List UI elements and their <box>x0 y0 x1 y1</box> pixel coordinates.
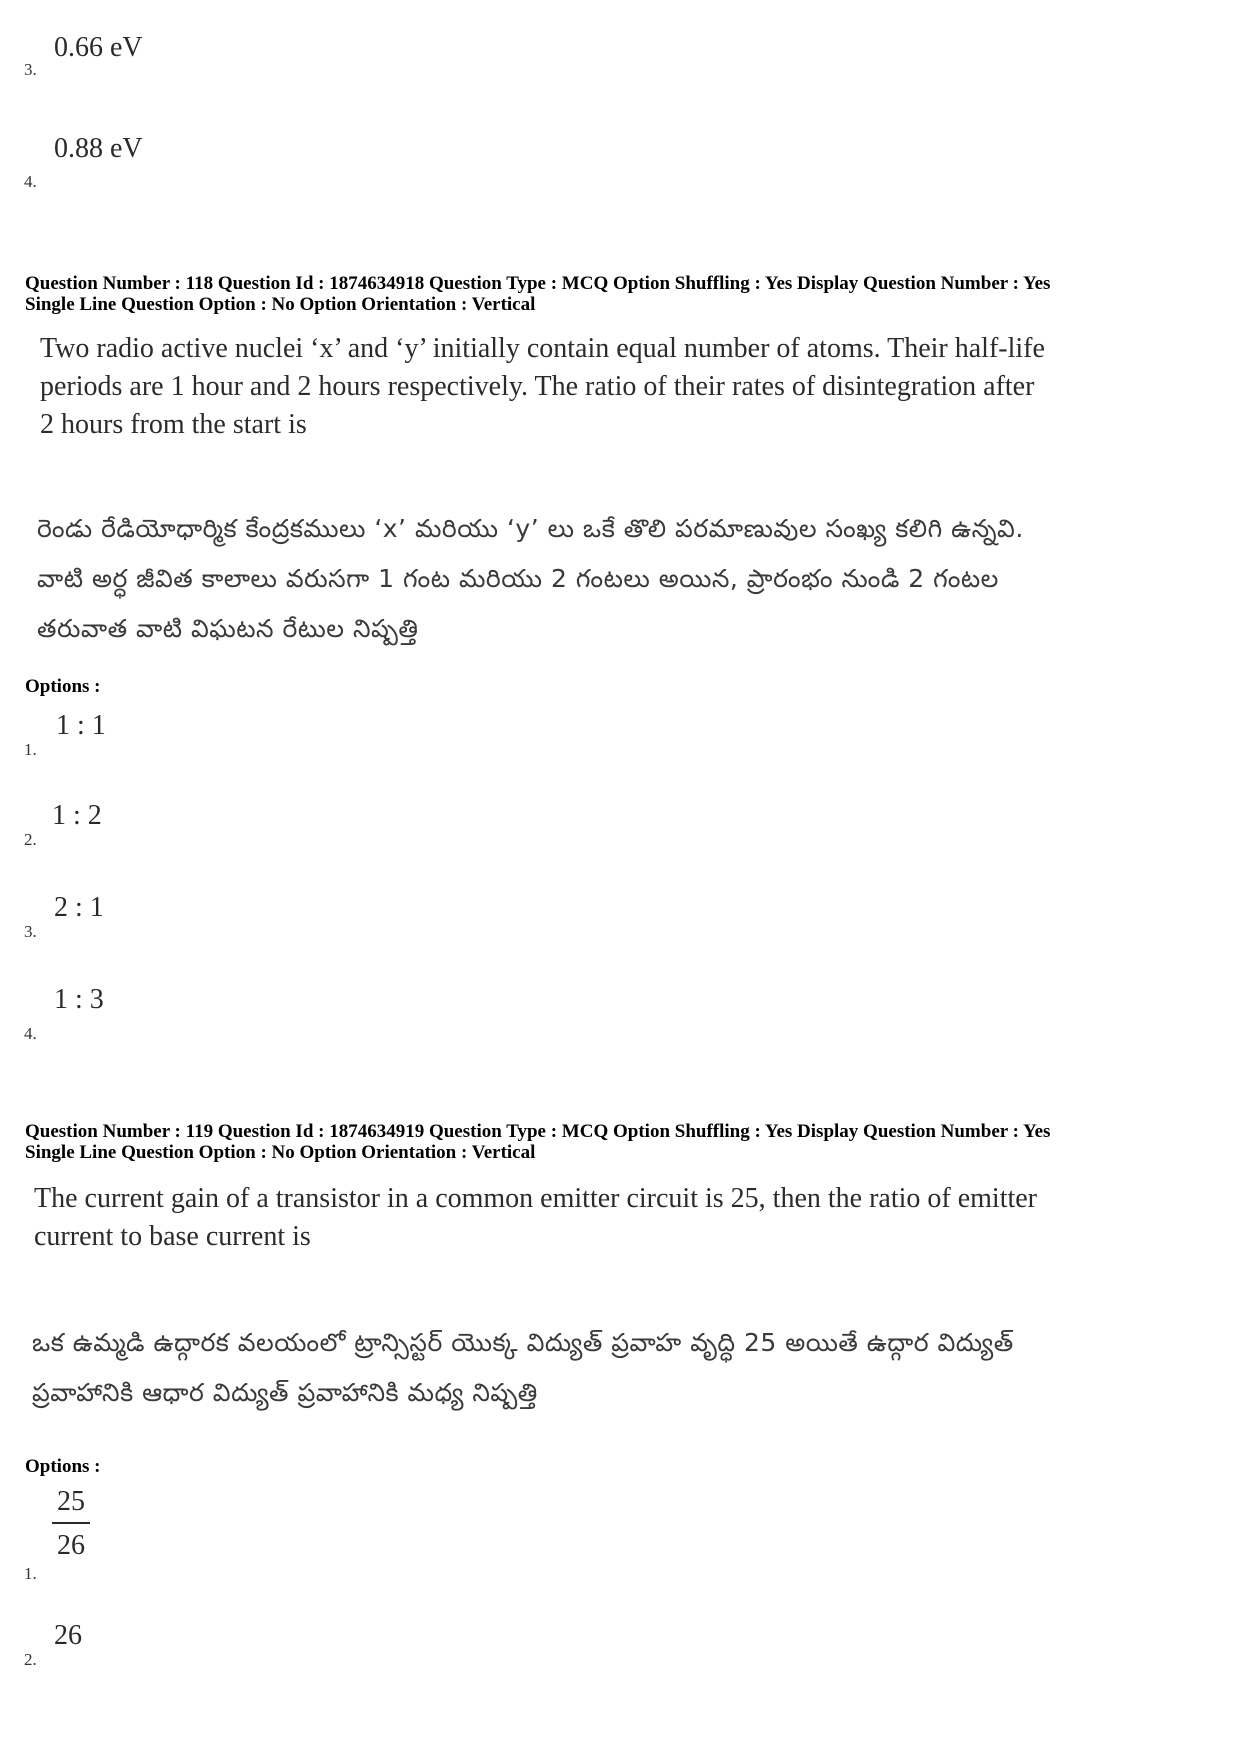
question-text-telugu-line-2: ప్రవాహానికి ఆధార విద్యుత్ ప్రవాహానికి మధ్య నిష్పత్తి <box>32 1378 538 1407</box>
question-text-telugu-line-2: వాటి అర్ధ జీవిత కాలాలు వరుసగా 1 గంట మరియు 2 గంటలు అయిన, ప్రారంభం నుండి 2 గంటల <box>37 564 999 593</box>
question-text-telugu-line-1: రెండు రేడియోధార్మిక కేంద్రకములు ‘x’ మరియు ‘y’ లు ఒకే తొలి పరమాణువుల సంఖ్య కలిగి ఉన్నవి. <box>37 514 1024 543</box>
question-meta-line-2: Single Line Question Option : No Option Orientation : Vertical <box>25 1142 536 1163</box>
option-number: 3. <box>24 922 37 941</box>
option-value: 26 <box>54 1620 82 1651</box>
question-text-english-line-2: current to base current is <box>34 1221 311 1252</box>
question-text-telugu-line-1: ఒక ఉమ్మడి ఉద్గారక వలయంలో ట్రాన్సిస్టర్ యొక్క విద్యుత్ ప్రవాహ వృద్ధి 25 అయితే ఉద్గార విద్యుత్ <box>32 1328 1014 1357</box>
question-text-english-line-2: periods are 1 hour and 2 hours respectively. The ratio of their rates of disintegration after <box>40 371 1035 402</box>
fraction-denominator: 26 <box>57 1530 85 1561</box>
option-value: 0.66 eV <box>54 32 143 63</box>
question-meta-line-1: Question Number : 119 Question Id : 1874634919 Question Type : MCQ Option Shuffling : Yes Display Question Number : Yes <box>25 1121 1051 1142</box>
option-value: 0.88 eV <box>54 133 143 164</box>
option-number: 1. <box>24 1564 37 1583</box>
option-value: 1 : 2 <box>52 800 102 831</box>
question-text-english-line-1: Two radio active nuclei ‘x’ and ‘y’ initially contain equal number of atoms. Their half-life <box>40 333 1045 364</box>
question-meta-line-1: Question Number : 118 Question Id : 1874634918 Question Type : MCQ Option Shuffling : Yes Display Question Number : Yes <box>25 273 1051 294</box>
options-label: Options : <box>25 676 101 697</box>
fraction <box>52 1484 90 1564</box>
options-label: Options : <box>25 1456 101 1477</box>
option-number: 3. <box>24 60 37 79</box>
option-number: 1. <box>24 740 37 759</box>
question-text-english-line-1: The current gain of a transistor in a common emitter circuit is 25, then the ratio of emitter <box>34 1183 1038 1214</box>
option-number: 4. <box>24 1024 37 1043</box>
option-value: 1 : 1 <box>56 710 106 741</box>
fraction-numerator: 25 <box>57 1486 85 1517</box>
option-value: 1 : 3 <box>54 984 104 1015</box>
question-meta-line-2: Single Line Question Option : No Option Orientation : Vertical <box>25 294 536 315</box>
question-text-english-line-3: 2 hours from the start is <box>40 409 307 440</box>
option-number: 2. <box>24 830 37 849</box>
option-number: 4. <box>24 172 37 191</box>
option-value: 2 : 1 <box>54 892 104 923</box>
option-number: 2. <box>24 1650 37 1669</box>
fraction-bar <box>52 1522 90 1524</box>
question-text-telugu-line-3: తరువాత వాటి విఘటన రేటుల నిష్పత్తి <box>37 614 419 643</box>
